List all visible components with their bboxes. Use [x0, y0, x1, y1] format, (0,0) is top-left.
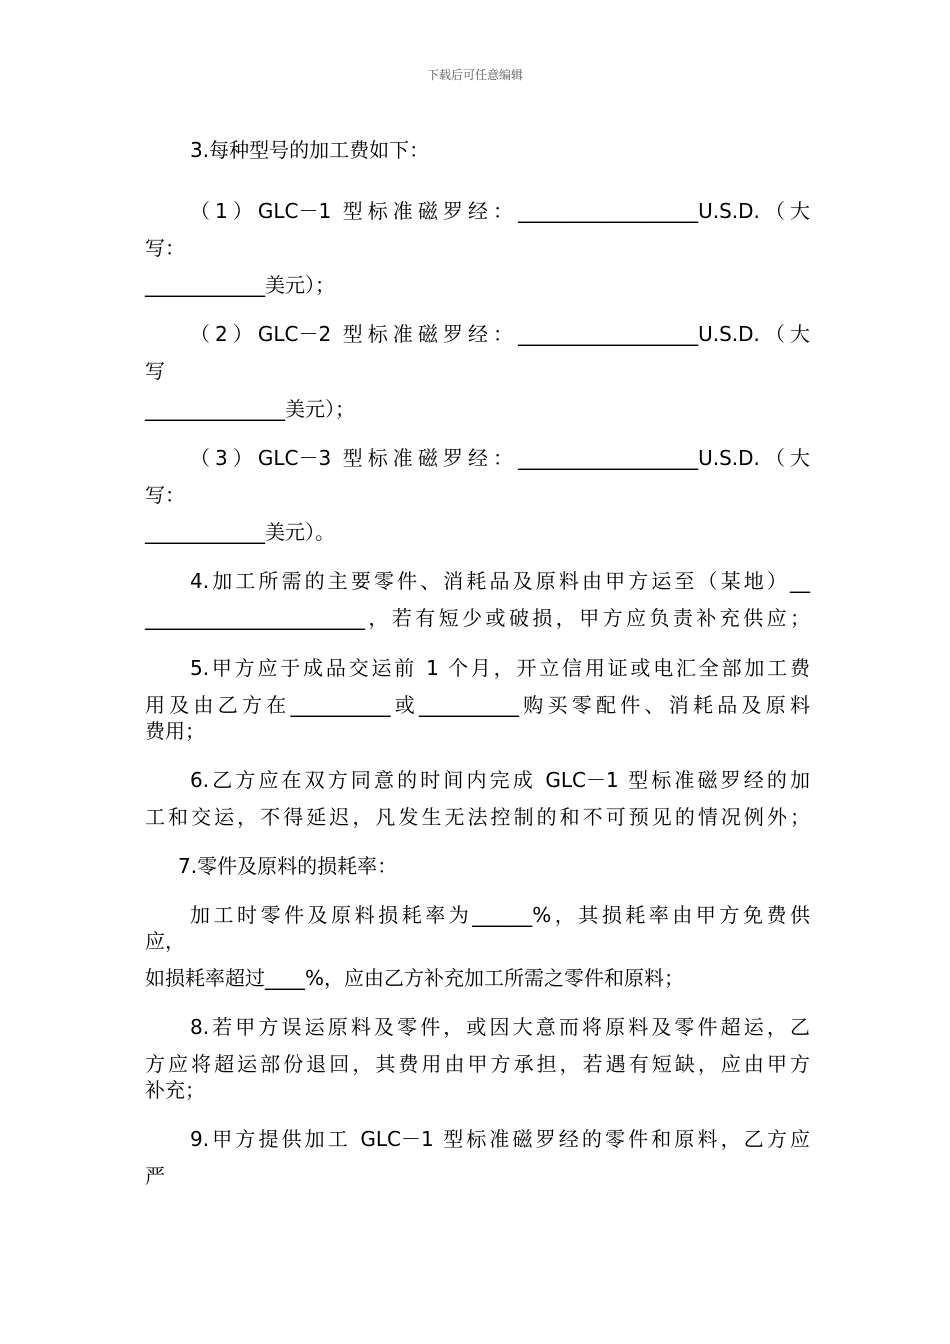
text-line: （3）GLC－3 型标准磁罗经：__________________U.S.D.（大 [190, 446, 810, 470]
text-line: 补充； [145, 1078, 205, 1102]
text-line: ____________美元）； [145, 273, 335, 297]
text-line: 严 [145, 1164, 165, 1188]
text-line: 写： [145, 236, 185, 260]
text-line: 7.零件及原料的损耗率： [178, 854, 398, 878]
text-line: 应， [145, 929, 185, 953]
text-line: 如损耗率超过____%，应由乙方补充加工所需之零件和原料； [145, 966, 685, 990]
text-line: （2）GLC－2 型标准磁罗经：__________________U.S.D.（大 [190, 322, 810, 346]
text-line: 用及由乙方在__________或__________购买零配件、消耗品及原料 [145, 693, 810, 717]
text-line: 方应将超运部份退回，其费用由甲方承担，若遇有短缺，应由甲方 [145, 1052, 810, 1076]
text-line: 加工时零件及原料损耗率为______%，其损耗率由甲方免费供 [190, 903, 810, 927]
text-line: ____________美元）。 [145, 520, 335, 544]
text-line: 费用； [145, 719, 205, 743]
text-line: ______________________，若有短少或破损，甲方应负责补充供应； [145, 606, 810, 630]
text-line: 6.乙方应在双方同意的时间内完成 GLC－1 型标准磁罗经的加 [190, 768, 810, 792]
text-line: 工和交运，不得延迟，凡发生无法控制的和不可预见的情况例外； [145, 805, 810, 829]
text-line: 写 [145, 359, 165, 383]
text-line: 8.若甲方误运原料及零件，或因大意而将原料及零件超运，乙 [190, 1015, 810, 1039]
text-line: 写： [145, 483, 185, 507]
page-header: 下载后可任意编辑 [426, 68, 523, 82]
text-line: （1）GLC－1 型标准磁罗经：__________________U.S.D.（大 [190, 199, 810, 223]
text-line: ______________美元）； [145, 397, 355, 421]
text-line: 4.加工所需的主要零件、消耗品及原料由甲方运至（某地）__ [190, 569, 810, 593]
text-line: 9.甲方提供加工 GLC－1 型标准磁罗经的零件和原料，乙方应 [190, 1127, 810, 1151]
text-line: 5.甲方应于成品交运前 1 个月，开立信用证或电汇全部加工费 [190, 656, 810, 680]
text-line: 3.每种型号的加工费如下： [190, 138, 430, 162]
